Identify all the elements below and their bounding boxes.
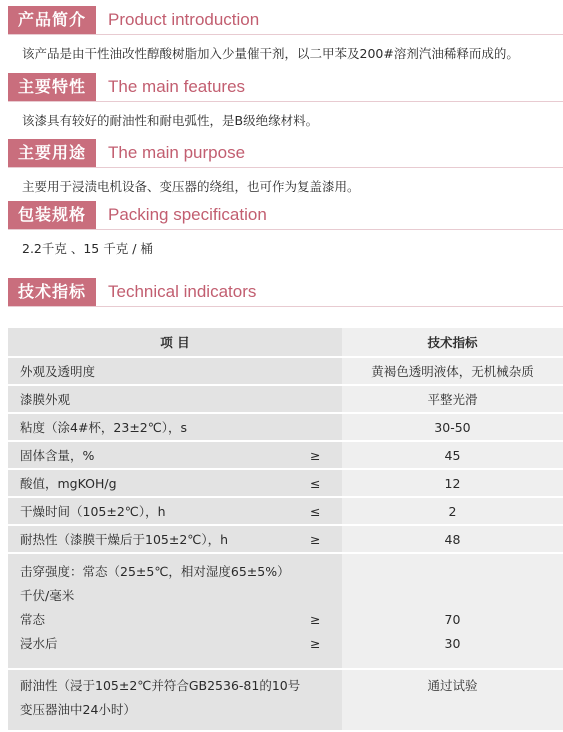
operator-cell	[310, 385, 342, 413]
breakdown-title: 击穿强度：常态（25±5℃，相对湿度65±5%）	[20, 564, 290, 579]
section-main-purpose	[8, 139, 563, 195]
item-cell: 粘度（涂4#杯，23±2℃），s	[8, 413, 310, 441]
section-body: 2.2千克 、15 千克 / 桶	[22, 241, 153, 256]
section-title-cn: 主要特性	[8, 73, 96, 101]
section-packing-specification	[8, 201, 563, 257]
section-header	[8, 278, 563, 307]
section-header	[8, 201, 563, 230]
section-title-cn: 技术指标	[8, 278, 96, 306]
value-cell: 45	[342, 441, 563, 469]
table-row	[8, 357, 563, 385]
table-row-oil-resistance	[8, 669, 563, 731]
item-cell: 干燥时间（105±2℃），h	[8, 497, 310, 525]
operator-cell: ≥	[310, 525, 342, 553]
oil-line-2: 变压器油中24小时）	[20, 702, 136, 717]
section-body: 主要用于浸渍电机设备、变压器的绕组，也可作为复盖漆用。	[22, 179, 360, 194]
table-header-row	[8, 328, 563, 357]
section-title-en: Technical indicators	[108, 282, 257, 301]
value-cell: 2	[342, 497, 563, 525]
operator-cell	[310, 669, 342, 731]
table-row	[8, 525, 563, 553]
section-title-en: Packing specification	[108, 205, 267, 224]
breakdown-normal-label: 常态	[20, 612, 46, 627]
value-cell: 黄褐色透明液体，无机械杂质	[342, 357, 563, 385]
item-cell: 耐热性（漆膜干燥后于105±2℃），h	[8, 525, 310, 553]
section-body: 该漆具有较好的耐油性和耐电弧性，是B级绝缘材料。	[22, 113, 319, 128]
operator-cell	[310, 553, 342, 669]
operator-cell	[310, 413, 342, 441]
section-title-cn: 产品简介	[8, 6, 96, 34]
breakdown-water-label: 浸水后	[20, 636, 58, 651]
section-header	[8, 139, 563, 168]
section-product-introduction	[8, 6, 563, 62]
table-row	[8, 497, 563, 525]
section-title-cn: 包装规格	[8, 201, 96, 229]
value-cell: 12	[342, 469, 563, 497]
column-header-item: 项 目	[8, 328, 342, 357]
operator-cell: ≥	[310, 441, 342, 469]
table-row	[8, 413, 563, 441]
item-cell: 漆膜外观	[8, 385, 310, 413]
breakdown-water-value: 30	[444, 636, 461, 651]
table-row	[8, 469, 563, 497]
value-cell: 48	[342, 525, 563, 553]
value-cell	[342, 553, 563, 669]
section-title-en: Product introduction	[108, 10, 260, 29]
value-cell: 平整光滑	[342, 385, 563, 413]
section-header	[8, 73, 563, 102]
operator-cell	[310, 357, 342, 385]
section-technical-indicators	[8, 278, 563, 307]
item-cell	[8, 553, 310, 669]
operator-cell: ≤	[310, 497, 342, 525]
table-row	[8, 385, 563, 413]
spec-table	[8, 328, 563, 732]
section-body: 该产品是由干性油改性醇酸树脂加入少量催干剂，以二甲苯及200#溶剂汽油稀释而成的。	[22, 46, 519, 61]
value-cell: 通过试验	[342, 669, 563, 731]
section-title-cn: 主要用途	[8, 139, 96, 167]
table-row	[8, 441, 563, 469]
section-title-en: The main purpose	[108, 143, 246, 162]
table-row-breakdown	[8, 553, 563, 669]
section-main-features	[8, 73, 563, 129]
section-header	[8, 6, 563, 35]
breakdown-normal-value: 70	[444, 612, 461, 627]
breakdown-normal-op: ≥	[310, 612, 321, 627]
section-title-en: The main features	[108, 77, 246, 96]
breakdown-unit: 千伏/毫米	[20, 588, 75, 603]
breakdown-water-op: ≥	[310, 636, 321, 651]
item-cell	[8, 669, 310, 731]
column-header-value: 技术指标	[342, 328, 563, 357]
item-cell: 酸值，mgKOH/g	[8, 469, 310, 497]
item-cell: 固体含量，%	[8, 441, 310, 469]
oil-line-1: 耐油性（浸于105±2℃并符合GB2536-81的10号	[20, 678, 301, 693]
operator-cell: ≤	[310, 469, 342, 497]
item-cell: 外观及透明度	[8, 357, 310, 385]
value-cell: 30-50	[342, 413, 563, 441]
